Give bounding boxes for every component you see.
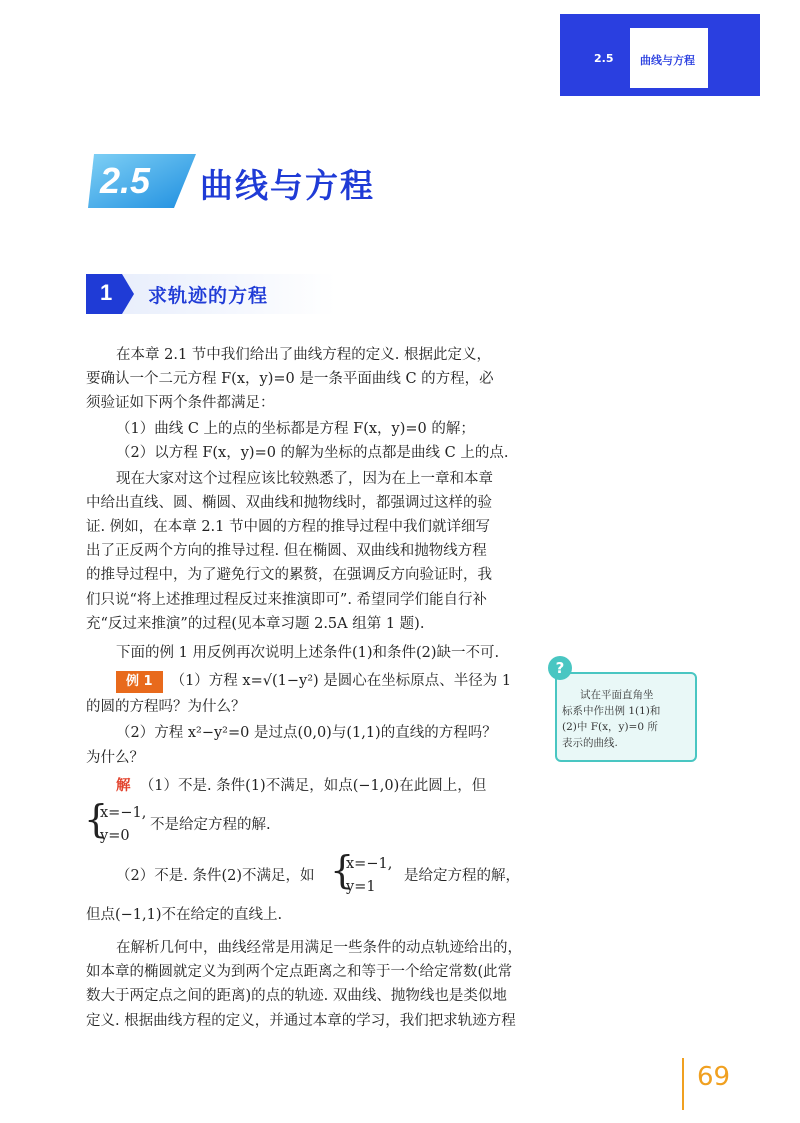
side-note-line: 试在平面直角坐 — [580, 689, 654, 701]
example-q1-line1 — [86, 671, 562, 693]
para2-line: 证. 例如，在本章 2.1 节中圆的方程的推导过程中我们就详细写 — [86, 519, 490, 535]
section-number: 2.5 — [100, 160, 151, 201]
solution-s1-tail: 不是给定方程的解. — [150, 817, 271, 833]
brace-1: { — [84, 797, 109, 841]
condition-2: （2）以方程 F(x，y)=0 的解为坐标的点都是曲线 C 上的点. — [116, 445, 509, 461]
system-1-eq-b: y=0 — [100, 828, 130, 844]
optional-star: * — [86, 162, 93, 178]
side-note-line: (2)中 F(x，y)=0 所 — [562, 721, 658, 733]
para2-line: 的推导过程中，为了避免行文的累赘，在强调反方向验证时，我 — [86, 567, 492, 583]
solution-label: 解 — [116, 777, 131, 794]
para1-line: 须验证如下两个条件都满足： — [86, 395, 275, 411]
para1-line: 在本章 2.1 节中我们给出了曲线方程的定义. 根据此定义， — [116, 347, 491, 363]
example-q1-line2: 的圆的方程吗？为什么？ — [86, 699, 246, 715]
brace-2: { — [330, 848, 355, 892]
para1-line: 要确认一个二元方程 F(x，y)=0 是一条平面曲线 C 的方程，必 — [86, 371, 494, 387]
para3-line: 下面的例 1 用反例再次说明上述条件(1)和条件(2)缺一不可. — [116, 645, 500, 661]
side-note-line: 表示的曲线. — [562, 737, 618, 749]
para2-line: 现在大家对这个过程应该比较熟悉了，因为在上一章和本章 — [116, 471, 493, 487]
solution-s2-line2: 但点(−1,1)不在给定的直线上. — [86, 907, 283, 923]
example-q2-line1: （2）方程 x²−y²=0 是过点(0,0)与(1,1)的直线的方程吗？ — [116, 725, 497, 741]
para2-line: 们只说“将上述推理过程反过来推演即可”. 希望同学们能自行补 — [86, 592, 488, 608]
para4-line: 在解析几何中，曲线经常是用满足一些条件的动点轨迹给出的， — [116, 940, 522, 956]
side-note-line: 标系中作出例 1(1)和 — [562, 705, 661, 717]
page-number-divider — [682, 1058, 684, 1110]
para2-line: 出了正反两个方向的推导过程. 但在椭圆、双曲线和抛物线方程 — [86, 543, 487, 559]
section-title: 曲线与方程 — [200, 166, 375, 205]
example-q1-text: （1）方程 x=√(1−y²) 是圆心在坐标原点、半径为 1 — [170, 673, 512, 689]
condition-1: （1）曲线 C 上的点的坐标都是方程 F(x，y)=0 的解； — [116, 421, 475, 437]
system-2-eq-a: x=−1, — [346, 856, 393, 872]
system-1-eq-a: x=−1, — [100, 805, 147, 821]
para4-line: 如本章的椭圆就定义为到两个定点距离之和等于一个给定常数(此常 — [86, 964, 513, 980]
system-2-eq-b: y=1 — [346, 879, 376, 895]
para4-line: 定义. 根据曲线方程的定义，并通过本章的学习，我们把求轨迹方程 — [86, 1013, 516, 1029]
subsection-title: 求轨迹的方程 — [148, 285, 269, 307]
example-q2-line2: 为什么？ — [86, 750, 144, 766]
page-number: 69 — [697, 1062, 731, 1092]
para2-line: 中给出直线、圆、椭圆、双曲线和抛物线时，都强调过这样的验 — [86, 495, 492, 511]
solution-s2-head: （2）不是. 条件(2)不满足，如 — [116, 868, 315, 884]
question-icon: ? — [548, 656, 572, 680]
example-badge: 例 1 — [116, 671, 163, 693]
solution-s1-text: （1）不是. 条件(1)不满足，如点(−1,0)在此圆上，但 — [139, 778, 487, 794]
subsection-number: 1 — [100, 280, 113, 305]
header-section-number: 2.5 — [594, 52, 614, 65]
header-section-title: 曲线与方程 — [640, 54, 695, 67]
solution-line1 — [86, 776, 562, 796]
solution-s2-tail: 是给定方程的解， — [404, 868, 520, 884]
para4-line: 数大于两定点之间的距离)的点的轨迹. 双曲线、抛物线也是类似地 — [86, 988, 507, 1004]
para2-line: 充“反过来推演”的过程(见本章习题 2.5A 组第 1 题). — [86, 616, 425, 632]
